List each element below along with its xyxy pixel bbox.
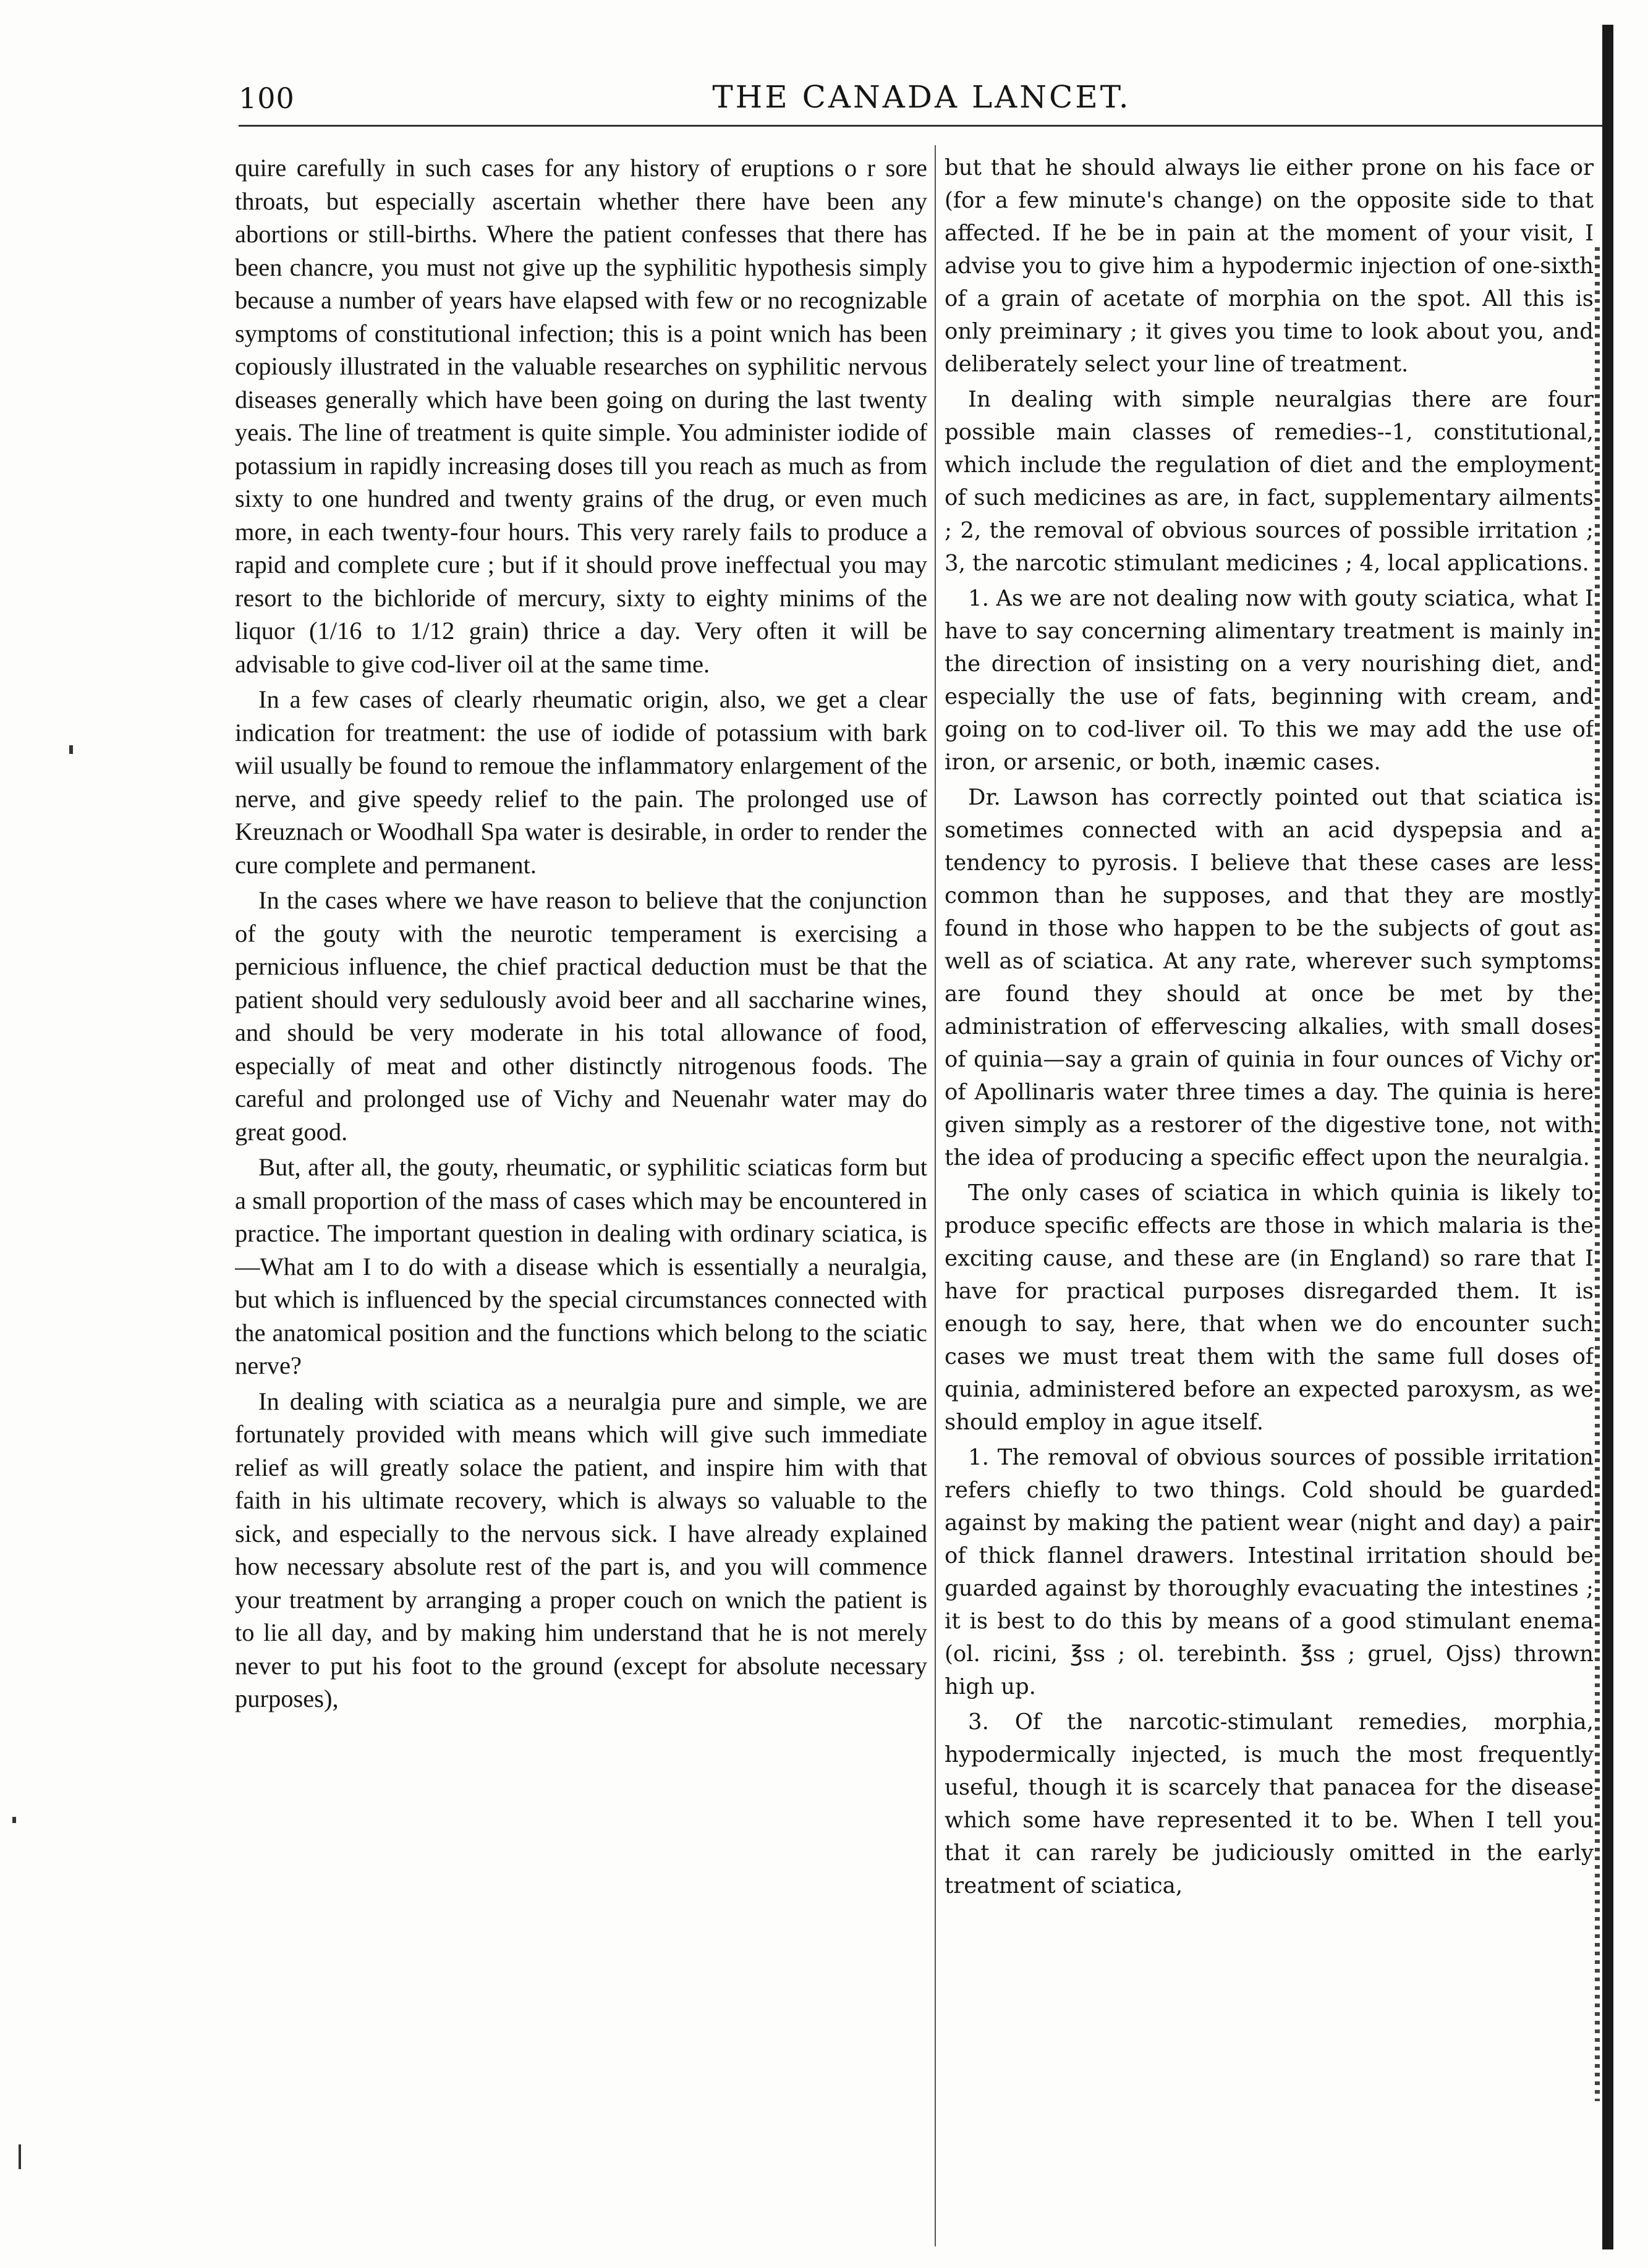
paragraph: quire carefully in such cases for any history of eruptions o r sore throats, but especially ascertain whether there have been any abortions or still-births. Where the patient confesses that there has been chancre, you must not give up the syphilitic hypothesis simply because a number of years have elapsed with few or no recognizable symptoms of constitutional infection; this is a point wnich has been copiously illustrated in the valuable researches on syphilitic nervous diseases generally which have been going on during the last twenty yeais. The line of treatment is quite simple. You administer iodide of potassium in rapidly increasing doses till you reach as much as from sixty to one hundred and twenty grains of the drug, or even much more, in each twenty-four hours. This very rarely fails to produce a rapid and complete cure ; but if it should prove ineffectual you may resort to the bichloride of mercury, sixty to eighty minims of the liquor (1/16 to 1/12 grain) thrice a day. Very often it will be advisable to give cod-liver oil at the same time. (235, 154, 927, 678)
left-column (235, 151, 927, 2215)
paragraph: In the cases where we have reason to believe that the conjunction of the gouty with the neurotic temperament is exercising a pernicious influence, the chief practical deduction must be that the patient should very sedulously avoid beer and all saccharine wines, and should be very moderate in his total allowance of food, especially of meat and other distinctly nitrogenous foods. The careful and prolonged use of Vichy and Neuenahr water may do great good. (235, 886, 927, 1146)
paragraph: 3. Of the narcotic-stimulant remedies, morphia, hypodermically injected, is much the most frequently useful, though it is scarcely that panacea for the disease which some have represented it to be. When I tell you that it can rarely be judiciously omitted in the early treatment of sciatica, (945, 1709, 1594, 1898)
paragraph: Dr. Lawson has correctly pointed out that sciatica is sometimes connected with an acid dyspepsia and a tendency to pyrosis. I believe that these cases are less common than he supposes, and that they are mostly found in those who happen to be the subjects of gout as well as of sciatica. At any rate, wherever such symptoms are found they should at once be met by the administration of effervescing alkalies, with small doses of quinia—say a grain of quinia in four ounces of Vichy or of Apollinaris water three times a day. The quinia is here given simply as a restorer of the digestive tone, not with the idea of producing a specific effect upon the neuralgia. (945, 785, 1594, 1170)
header-rule (239, 125, 1605, 127)
paragraph: In dealing with simple neuralgias there are four possible main classes of remedies--1, constitutional, which include the regulation of diet and the employment of such medicines as are, in fact, supplementary ailments ; 2, the removal of obvious sources of possible irritation ; 3, the narcotic stimulant medicines ; 4, local applications. (945, 387, 1594, 576)
binding-edge-texture (1595, 247, 1600, 2101)
right-column (945, 151, 1594, 2215)
page-header (239, 73, 1605, 129)
paragraph: 1. The removal of obvious sources of possible irritation refers chiefly to two things. Cold should be guarded against by making the patient wear (night and day) a pair of thick flannel drawers. Intestinal irritation should be guarded against by thoroughly evacuating the intestines ; it is best to do this by means of a good stimulant enema (ol. ricini, ℥ss ; ol. terebinth. ℥ss ; gruel, Ojss) thrown high up. (945, 1445, 1594, 1699)
column-divider (935, 145, 936, 2246)
scan-speck (69, 745, 73, 754)
paragraph: In a few cases of clearly rheumatic origin, also, we get a clear indication for treatment: the use of iodide of potassium with bark wiil usually be found to remoue the inflammatory enlargement of the nerve, and give speedy relief to the pain. The prolonged use of Kreuznach or Woodhall Spa water is desirable, in order to render the cure complete and permanent. (235, 685, 927, 879)
paragraph: In dealing with sciatica as a neuralgia pure and simple, we are fortunately provided with means which will give such immediate relief as will greatly solace the patient, and inspire him with that faith in his ultimate recovery, which is always so valuable to the sick, and especially to the nervous sick. I have already explained how necessary absolute rest of the part is, and you will commence your treatment by arranging a proper couch on wnich the patient is to lie all day, and by making him understand that he is not merely never to put his foot to the ground (except for absolute necessary purposes), (235, 1387, 927, 1712)
paragraph: But, after all, the gouty, rheumatic, or syphilitic sciaticas form but a small proportion of the mass of cases which may be encountered in practice. The important question in dealing with ordinary sciatica, is—What am I to do with a disease which is essentially a neuralgia, but which is influenced by the special circumstances connected with the anatomical position and the functions which belong to the sciatic nerve? (235, 1153, 927, 1379)
paragraph: 1. As we are not dealing now with gouty sciatica, what I have to say concerning alimentary treatment is mainly in the direction of insisting on a very nourishing diet, and especially the use of fats, beginning with cream, and going on to cod-liver oil. To this we may add the use of iron, or arsenic, or both, inæmic cases. (945, 586, 1594, 775)
page-number: 100 (239, 82, 295, 115)
journal-title: THE CANADA LANCET. (712, 79, 1131, 115)
scan-speck (19, 2144, 21, 2169)
paragraph: but that he should always lie either prone on his face or (for a few minute's change) on the opposite side to that affected. If he be in pain at the moment of your visit, I advise you to give him a hypodermic injection of one-sixth of a grain of acetate of morphia on the spot. All this is only preiminary ; it gives you time to look about you, and deliberately select your line of treatment. (945, 155, 1594, 377)
binding-edge-shadow (1602, 25, 1613, 2249)
paragraph: The only cases of sciatica in which quinia is likely to produce specific effects are those in which malaria is the exciting cause, and these are (in England) so rare that I have for practical purposes disregarded them. It is enough to say, here, that when we do encounter such cases we must treat them with the same full doses of quinia, administered before an expected paroxysm, as we should employ in ague itself. (945, 1180, 1594, 1435)
scan-speck (12, 1817, 16, 1823)
